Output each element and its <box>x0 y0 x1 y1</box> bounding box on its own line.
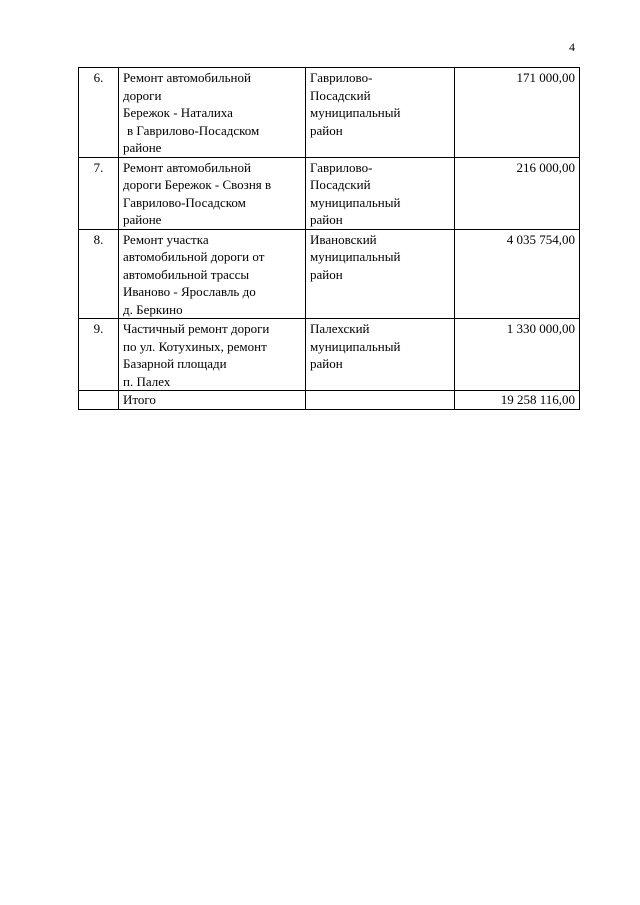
row-number: 9. <box>79 319 119 391</box>
description-line: д. Беркино <box>123 301 183 317</box>
work-description <box>119 319 306 391</box>
district-line: Ивановский <box>310 231 377 247</box>
description-line: дороги Бережок - Свозня в <box>123 177 272 192</box>
district-line: муниципальный <box>310 105 401 120</box>
work-description <box>119 68 306 158</box>
total-amount: 19 258 116,00 <box>455 391 580 410</box>
road-repair-table <box>78 67 580 410</box>
description-line: Бережок - Наталиха <box>123 105 233 120</box>
district-line: район <box>310 356 343 371</box>
description-line: Гаврилово-Посадском <box>123 194 246 210</box>
district <box>306 229 455 319</box>
district-line: район <box>310 266 343 282</box>
district-line: район <box>310 122 343 138</box>
district <box>306 319 455 391</box>
district-line: Посадский <box>310 87 371 103</box>
amount: 1 330 000,00 <box>455 319 580 391</box>
description-line: Ремонт автомобильной <box>123 159 251 175</box>
description-line: районе <box>123 140 162 155</box>
row-number: 8. <box>79 229 119 319</box>
page-number: 4 <box>569 40 575 54</box>
total-empty-cell <box>79 391 119 410</box>
district-line: муниципальный <box>310 338 401 354</box>
description-line: Частичный ремонт дороги <box>123 321 270 336</box>
district-line: район <box>310 212 343 227</box>
description-line: Базарной площади <box>123 356 227 371</box>
description-line: автомобильной трассы <box>123 266 250 282</box>
total-empty-cell <box>306 391 455 410</box>
district <box>306 68 455 158</box>
description-line: по ул. Котухиных, ремонт <box>123 338 267 354</box>
table-row <box>79 157 580 229</box>
description-line: в Гаврилово-Посадском <box>127 122 260 138</box>
district-line: Посадский <box>310 177 371 192</box>
amount: 4 035 754,00 <box>455 229 580 319</box>
total-row <box>79 391 580 410</box>
description-line: Ремонт участка <box>123 231 209 247</box>
description-line: районе <box>123 212 162 227</box>
table-row <box>79 229 580 319</box>
district <box>306 157 455 229</box>
row-number: 6. <box>79 68 119 158</box>
row-number: 7. <box>79 157 119 229</box>
district-line: Палехский <box>310 321 370 336</box>
table-row <box>79 68 580 158</box>
amount: 171 000,00 <box>455 68 580 158</box>
amount: 216 000,00 <box>455 157 580 229</box>
table-row <box>79 319 580 391</box>
district-line: Гаврилово- <box>310 70 373 85</box>
description-line: автомобильной дороги от <box>123 249 265 264</box>
description-line: дороги <box>123 87 162 103</box>
description-line: Ремонт автомобильной <box>123 70 251 85</box>
work-description <box>119 157 306 229</box>
total-label: Итого <box>119 391 306 410</box>
district-line: Гаврилово- <box>310 159 373 175</box>
district-line: муниципальный <box>310 249 401 264</box>
description-line: п. Палех <box>123 373 171 389</box>
description-line: Иваново - Ярославль до <box>123 284 256 299</box>
district-line: муниципальный <box>310 194 401 210</box>
work-description <box>119 229 306 319</box>
